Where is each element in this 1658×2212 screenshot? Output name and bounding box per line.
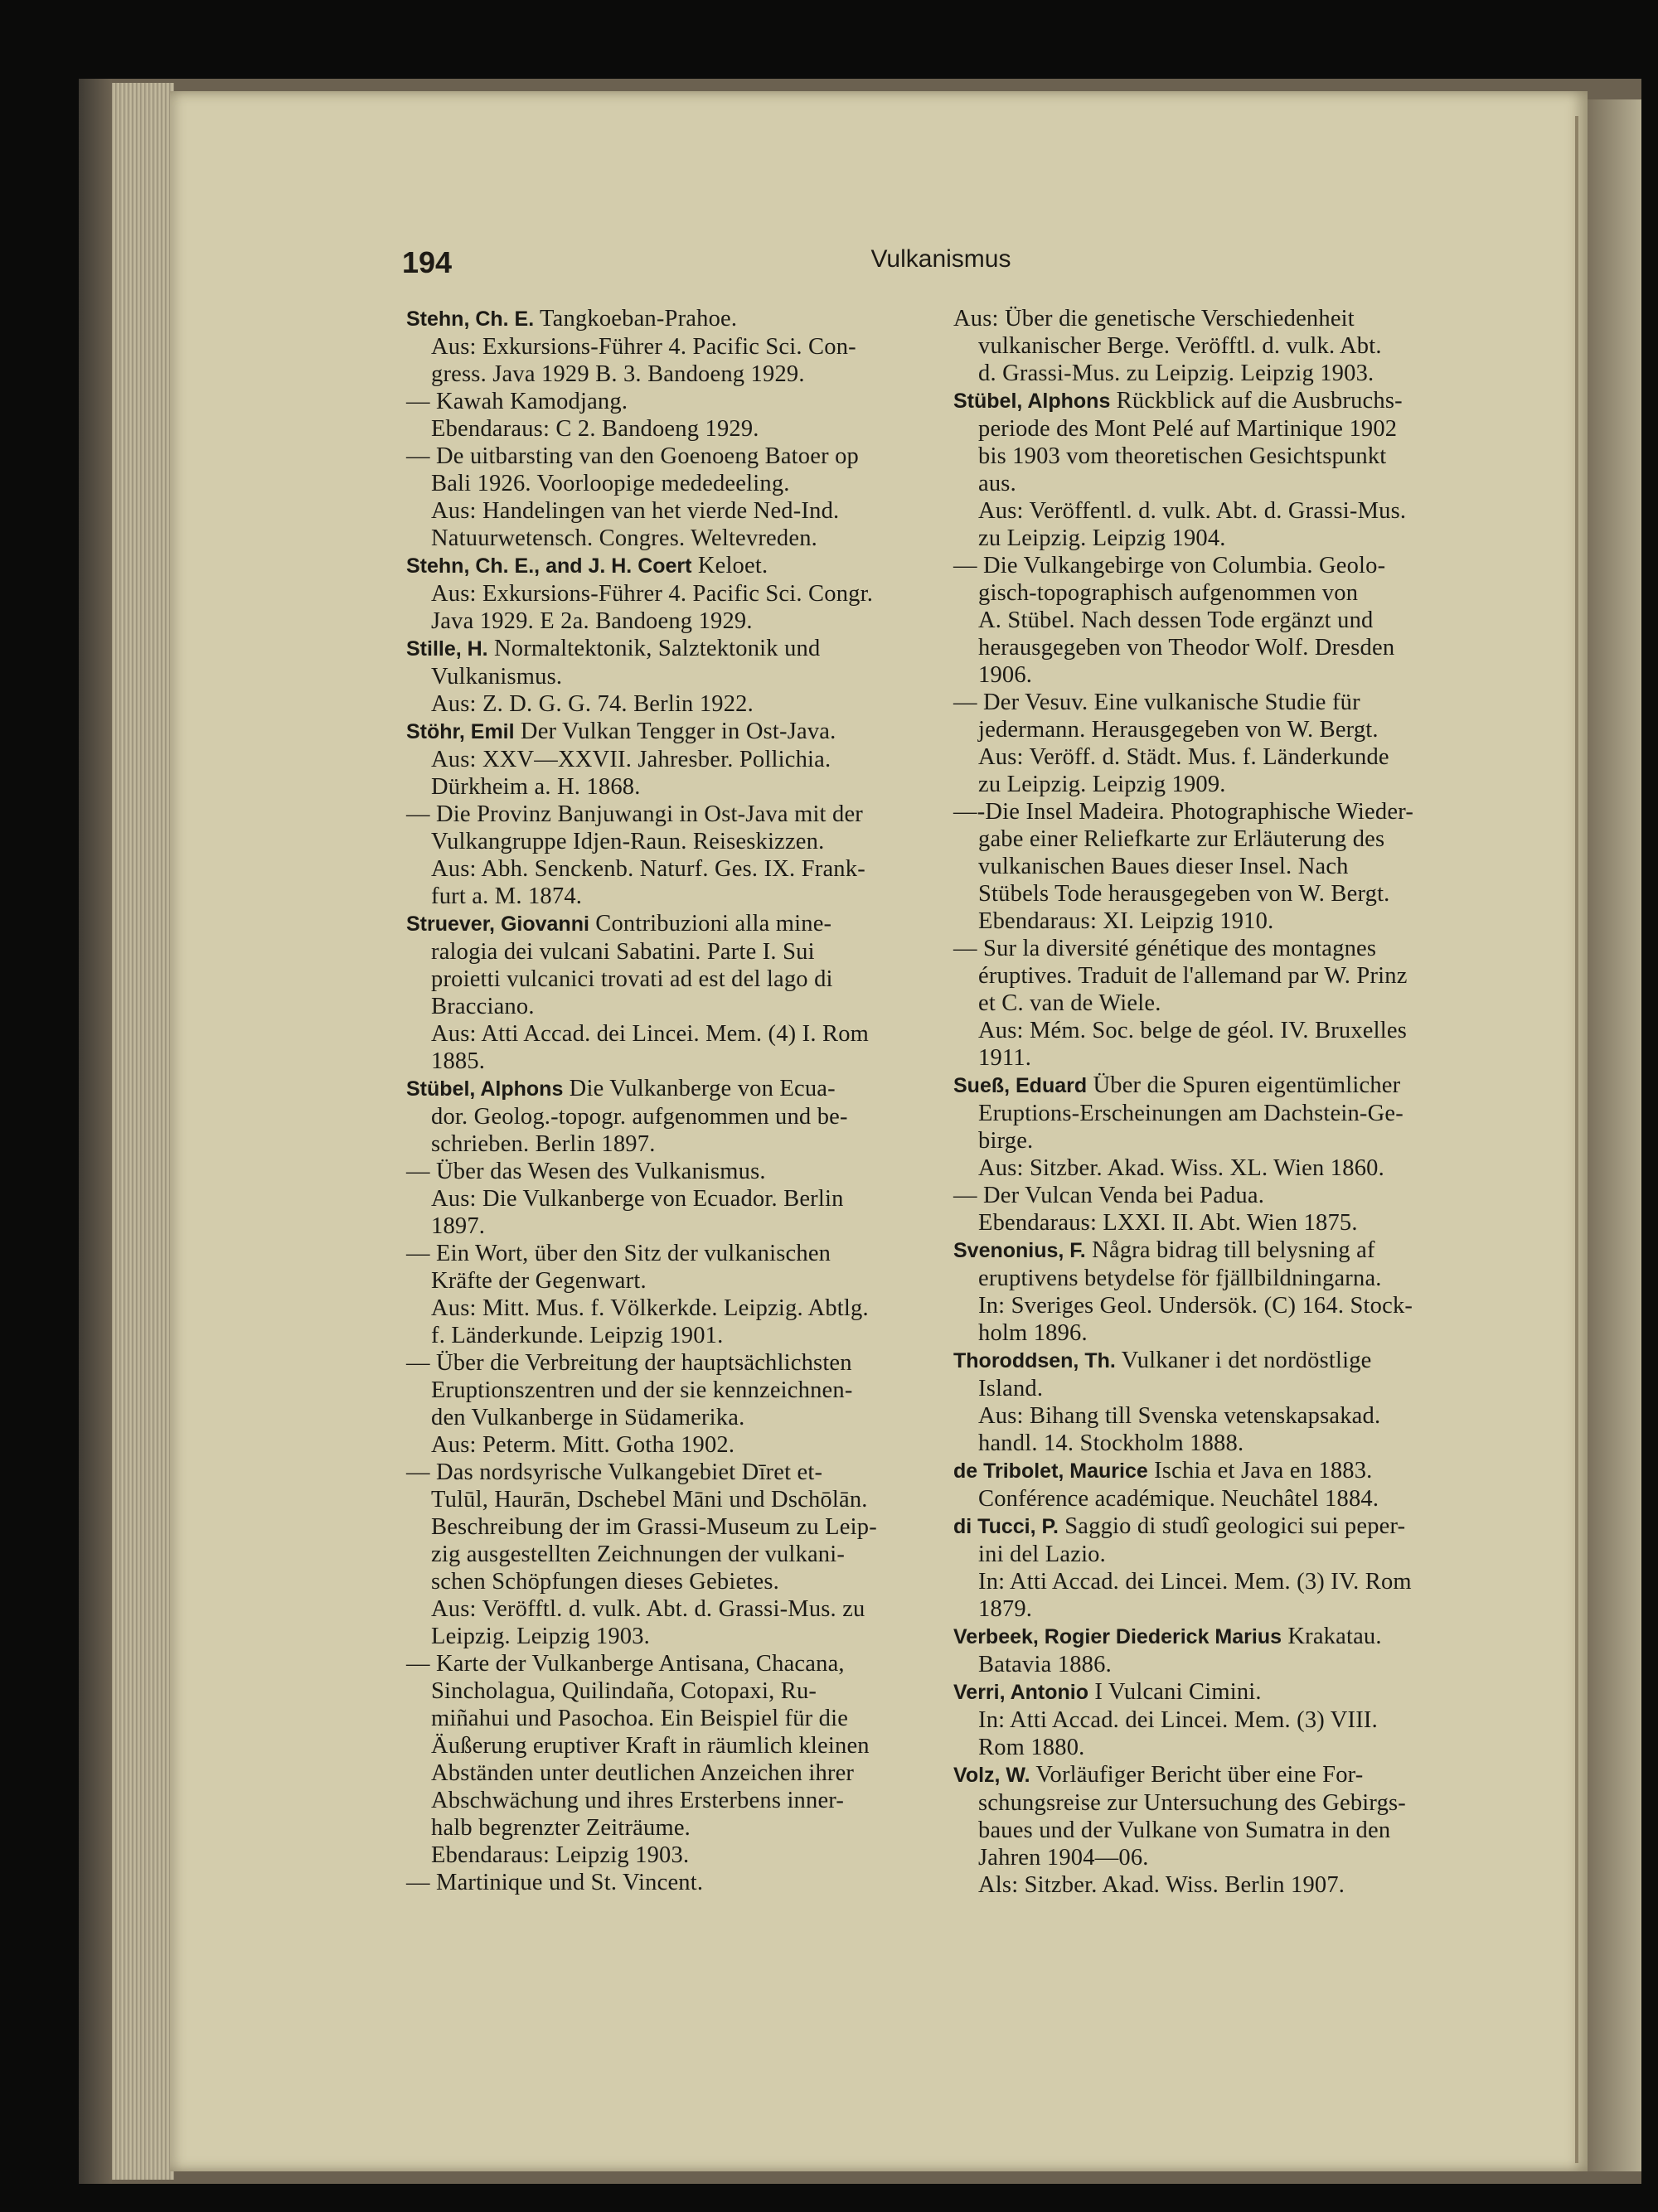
entry-line (953, 935, 1466, 962)
entry-line (953, 1844, 1466, 1871)
entry-line (953, 360, 1466, 387)
entry-line (953, 1072, 1466, 1100)
entry-line (406, 580, 919, 607)
entry-line (406, 305, 919, 333)
entry-author: Stöhr, Emil (406, 720, 515, 743)
entry-line (953, 1871, 1466, 1899)
bibliography-entry (406, 1869, 919, 1896)
entry-text: Aus: Veröfftl. d. vulk. Abt. d. Grassi-Mus. zu (431, 1596, 865, 1622)
entry-author: Stehn, Ch. E., and J. H. Coert (406, 554, 692, 578)
entry-author: Sueß, Eduard (953, 1074, 1088, 1097)
entry-author: Thoroddsen, Th. (953, 1349, 1116, 1372)
entry-text: Beschreibung der im Grassi-Museum zu Leip- (431, 1514, 877, 1540)
entry-text: jedermann. Herausgegeben von W. Bergt. (978, 717, 1379, 743)
entry-line (406, 1650, 919, 1677)
entry-author: Svenonius, F. (953, 1239, 1086, 1262)
entry-line (406, 1787, 919, 1814)
facing-page-edge (1588, 99, 1641, 2171)
bibliography-entry (406, 1650, 919, 1869)
right-column (953, 305, 1466, 1899)
entry-text: eruptivens betydelse för fjällbildningarna. (978, 1266, 1382, 1291)
entry-line (953, 1237, 1466, 1265)
entry-text: schrieben. Berlin 1897. (431, 1131, 656, 1157)
entry-line (406, 1377, 919, 1404)
entry-line (953, 1678, 1466, 1706)
entry-text: Aus: Handelingen van het vierde Ned-Ind. (431, 498, 840, 524)
entry-author: de Tribolet, Maurice (953, 1459, 1148, 1483)
entry-line (953, 470, 1466, 497)
entry-text: Vulkaner i det nordöstlige (1121, 1348, 1372, 1373)
bibliography-entry (406, 305, 919, 388)
entry-author: Verri, Antonio (953, 1681, 1088, 1704)
bibliography-entry (953, 1513, 1466, 1623)
entry-text: Abständen unter deutlichen Anzeichen ihrer (431, 1760, 855, 1786)
entry-text: Als: Sitzber. Akad. Wiss. Berlin 1907. (978, 1872, 1345, 1898)
entry-line (406, 552, 919, 580)
entry-text: Kräfte der Gegenwart. (431, 1268, 647, 1294)
entry-line (953, 1375, 1466, 1402)
entry-text: Aus: Z. D. G. G. 74. Berlin 1922. (431, 691, 754, 717)
entry-text: ralogia dei vulcani Sabatini. Parte I. Sui (431, 939, 815, 965)
entry-line (953, 1651, 1466, 1678)
entry-line (953, 1706, 1466, 1734)
entry-text: d. Grassi-Mus. zu Leipzig. Leipzig 1903. (978, 361, 1374, 386)
entry-text: holm 1896. (978, 1320, 1088, 1346)
entry-text: Vulkangruppe Idjen-Raun. Reiseskizzen. (431, 829, 825, 854)
entry-line (953, 552, 1466, 579)
entry-line (953, 415, 1466, 443)
entry-text: 1906. (978, 662, 1033, 688)
entry-text: vulkanischer Berge. Veröfftl. d. vulk. Abt. (978, 333, 1382, 359)
entry-line (953, 443, 1466, 470)
entry-text: gisch-topographisch aufgenommen von (978, 580, 1359, 606)
entry-text: Über die Spuren eigentümlicher (1093, 1072, 1401, 1098)
entry-text: handl. 14. Stockholm 1888. (978, 1430, 1244, 1456)
entry-line (406, 910, 919, 938)
entry-text: Aus: Bihang till Svenska vetenskapsakad. (978, 1403, 1381, 1429)
entry-text: Aus: Peterm. Mitt. Gotha 1902. (431, 1432, 735, 1458)
entry-line (406, 1185, 919, 1212)
entry-line (406, 1459, 919, 1486)
bibliography-entry (953, 1678, 1466, 1761)
entry-line (406, 855, 919, 883)
entry-line (406, 1595, 919, 1623)
entry-text: Rom 1880. (978, 1735, 1085, 1760)
bibliography-entry (406, 1158, 919, 1240)
entry-line (953, 1017, 1466, 1044)
entry-line (953, 1127, 1466, 1154)
entry-text: Saggio di studî geologici sui peper- (1064, 1513, 1406, 1539)
entry-text: Der Vulkan Tengger in Ost-Java. (520, 719, 836, 744)
entry-line (953, 880, 1466, 908)
entry-text: Krakatau. (1287, 1624, 1382, 1649)
entry-line (953, 990, 1466, 1017)
entry-line (406, 746, 919, 773)
entry-text: — De uitbarsting van den Goenoeng Batoer op (406, 443, 860, 469)
entry-author: Stille, H. (406, 637, 488, 661)
entry-text: — Sur la diversité génétique des montagnes (953, 936, 1377, 961)
entry-line (406, 1677, 919, 1705)
bibliography-entry (953, 935, 1466, 1072)
entry-text: Jahren 1904—06. (978, 1845, 1149, 1871)
entry-line (953, 1319, 1466, 1347)
entry-line (406, 718, 919, 746)
bibliography-entry (953, 1182, 1466, 1237)
entry-line (406, 1869, 919, 1896)
entry-text: Bali 1926. Voorloopige mededeeling. (431, 471, 790, 496)
entry-line (953, 607, 1466, 634)
entry-text: — Ein Wort, über den Sitz der vulkanischen (406, 1241, 831, 1266)
entry-text: furt a. M. 1874. (431, 883, 583, 909)
entry-line (953, 305, 1466, 332)
entry-line (406, 1431, 919, 1459)
entry-text: Vulkanismus. (431, 664, 563, 690)
entry-line (953, 1292, 1466, 1319)
entry-text: Äußerung eruptiver Kraft in räumlich kleinen (431, 1733, 870, 1759)
entry-line (953, 1182, 1466, 1209)
entry-author: Verbeek, Rogier Diederick Marius (953, 1625, 1282, 1648)
entry-line (953, 825, 1466, 853)
entry-text: Keloet. (697, 553, 768, 578)
entry-line (406, 1212, 919, 1240)
entry-text: Ebendaraus: Leipzig 1903. (431, 1842, 690, 1868)
entry-line (953, 1044, 1466, 1072)
entry-line (953, 1402, 1466, 1430)
entry-text: — Der Vesuv. Eine vulkanische Studie für (953, 690, 1360, 715)
entry-line (406, 773, 919, 801)
entry-text: Tangkoeban-Prahoe. (540, 306, 738, 332)
entry-line (953, 1789, 1466, 1817)
entry-line (953, 1568, 1466, 1595)
entry-text: schungsreise zur Untersuchung des Gebirgs- (978, 1790, 1407, 1816)
entry-text: Tulūl, Haurān, Dschebel Māni und Dschōlān. (431, 1487, 868, 1513)
bibliography-entry (953, 689, 1466, 798)
entry-text: In: Sveriges Geol. Undersök. (C) 164. Stock- (978, 1293, 1413, 1319)
entry-line (953, 771, 1466, 798)
entry-line (953, 1817, 1466, 1844)
entry-text: 1879. (978, 1596, 1033, 1622)
entry-text: Leipzig. Leipzig 1903. (431, 1624, 650, 1649)
entry-line (953, 579, 1466, 607)
bibliography-entry (406, 1459, 919, 1650)
entry-line (406, 1130, 919, 1158)
entry-line (406, 1349, 919, 1377)
entry-line (406, 635, 919, 663)
bibliography-entry (953, 1761, 1466, 1899)
bibliography-entry (406, 443, 919, 552)
entry-author: di Tucci, P. (953, 1515, 1059, 1538)
entry-line (406, 801, 919, 828)
entry-text: periode des Mont Pelé auf Martinique 1902 (978, 416, 1398, 442)
entry-line (406, 361, 919, 388)
entry-line (953, 387, 1466, 415)
bibliography-entry (953, 1347, 1466, 1457)
bibliography-entry (406, 1075, 919, 1158)
entry-line (406, 883, 919, 910)
entry-line (406, 1048, 919, 1075)
gutter-line (1575, 116, 1578, 2163)
entry-line (406, 1020, 919, 1048)
entry-text: Dürkheim a. H. 1868. (431, 774, 641, 800)
entry-text: — Karte der Vulkanberge Antisana, Chacana, (406, 1651, 845, 1677)
entry-line (406, 1486, 919, 1513)
bibliography-entry (953, 1623, 1466, 1678)
entry-text: dor. Geolog.-topogr. aufgenommen und be- (431, 1104, 848, 1130)
entry-text: Normaltektonik, Salztektonik und (493, 636, 821, 661)
entry-text: gabe einer Reliefkarte zur Erläuterung des (978, 826, 1385, 852)
entry-text: Aus: Veröff. d. Städt. Mus. f. Länderkunde (978, 744, 1389, 770)
entry-line (406, 1623, 919, 1650)
bibliography-entry (953, 552, 1466, 689)
entry-text: Aus: Mém. Soc. belge de géol. IV. Bruxelles (978, 1018, 1408, 1043)
entry-line (406, 497, 919, 525)
entry-line (406, 1158, 919, 1185)
entry-line (953, 1623, 1466, 1651)
entry-text: Aus: XXV—XXVII. Jahresber. Pollichia. (431, 747, 831, 772)
entry-line (953, 1734, 1466, 1761)
bibliography-entry (953, 387, 1466, 552)
entry-line (406, 1075, 919, 1103)
entry-text: 1911. (978, 1045, 1032, 1071)
entry-text: schen Schöpfungen dieses Gebietes. (431, 1569, 779, 1595)
bibliography-entry (406, 910, 919, 1075)
entry-line (406, 525, 919, 552)
page-number: 194 (402, 245, 453, 279)
entry-text: In: Atti Accad. dei Lincei. Mem. (3) IV. Rom (978, 1569, 1412, 1595)
entry-text: — Das nordsyrische Vulkangebiet Dīret et- (406, 1459, 823, 1485)
left-column (406, 305, 919, 1896)
entry-text: zig ausgestellten Zeichnungen der vulkani- (431, 1542, 846, 1567)
entry-text: Natuurwetensch. Congres. Weltevreden. (431, 525, 817, 551)
entry-text: éruptives. Traduit de l'allemand par W. Prinz (978, 963, 1408, 989)
entry-line (406, 1842, 919, 1869)
entry-text: Aus: Über die genetische Verschiedenheit (953, 306, 1355, 332)
entry-author: Volz, W. (953, 1764, 1030, 1787)
entry-line (953, 1457, 1466, 1485)
bibliography-entry (406, 718, 919, 801)
entry-text: Några bidrag till belysning af (1092, 1237, 1375, 1263)
entry-line (953, 1541, 1466, 1568)
entry-line (406, 388, 919, 415)
entry-line (953, 332, 1466, 360)
entry-text: ini del Lazio. (978, 1542, 1106, 1567)
entry-line (406, 470, 919, 497)
entry-text: Bracciano. (431, 994, 535, 1019)
running-head: Vulkanismus (870, 245, 1011, 273)
entry-text: baues und der Vulkane von Sumatra in den (978, 1818, 1391, 1843)
entry-line (953, 1209, 1466, 1237)
entry-text: zu Leipzig. Leipzig 1909. (978, 772, 1226, 797)
entry-text: —-Die Insel Madeira. Photographische Wieder- (953, 799, 1414, 825)
entry-line (406, 1513, 919, 1541)
entry-line (406, 1541, 919, 1568)
entry-text: Stübels Tode herausgegeben von W. Bergt. (978, 881, 1390, 907)
entry-text: birge. (978, 1128, 1034, 1154)
entry-text: Aus: Exkursions-Führer 4. Pacific Sci. Con- (431, 334, 856, 360)
entry-text: In: Atti Accad. dei Lincei. Mem. (3) VIII. (978, 1707, 1378, 1733)
entry-text: herausgegeben von Theodor Wolf. Dresden (978, 635, 1395, 661)
entry-text: Aus: Atti Accad. dei Lincei. Mem. (4) I. Rom (431, 1021, 870, 1047)
entry-text: — Über die Verbreitung der hauptsächlichsten (406, 1350, 852, 1376)
entry-line (406, 607, 919, 635)
entry-line (406, 1404, 919, 1431)
entry-text: Aus: Abh. Senckenb. Naturf. Ges. IX. Frank- (431, 856, 865, 882)
bibliography-entry (953, 305, 1466, 387)
entry-text: aus. (978, 471, 1016, 496)
entry-text: — Die Vulkangebirge von Columbia. Geolo- (953, 553, 1386, 578)
entry-line (406, 1568, 919, 1595)
bibliography-entry (953, 1072, 1466, 1182)
entry-line (953, 743, 1466, 771)
entry-line (406, 1267, 919, 1295)
entry-text: Aus: Exkursions-Führer 4. Pacific Sci. Congr. (431, 581, 874, 607)
entry-text: A. Stübel. Nach dessen Tode ergänzt und (978, 607, 1374, 633)
entry-line (406, 1322, 919, 1349)
entry-text: Abschwächung und ihres Ersterbens inner- (431, 1788, 845, 1813)
entry-text: Aus: Veröffentl. d. vulk. Abt. d. Grassi-Mus. (978, 498, 1407, 524)
entry-text: bis 1903 vom theoretischen Gesichtspunkt (978, 443, 1387, 469)
bibliography-entry (406, 1349, 919, 1459)
entry-text: 1897. (431, 1213, 486, 1239)
entry-text: — Über das Wesen des Vulkanismus. (406, 1159, 766, 1184)
entry-line (406, 1759, 919, 1787)
entry-author: Struever, Giovanni (406, 912, 589, 936)
entry-text: Ebendaraus: C 2. Bandoeng 1929. (431, 416, 759, 442)
entry-text: Island. (978, 1376, 1044, 1401)
entry-text: Aus: Die Vulkanberge von Ecuador. Berlin (431, 1186, 844, 1212)
entry-line (953, 1485, 1466, 1513)
entry-line (953, 716, 1466, 743)
entry-line (406, 1732, 919, 1759)
entry-text: den Vulkanberge in Südamerika. (431, 1405, 745, 1430)
entry-line (953, 853, 1466, 880)
entry-line (406, 938, 919, 966)
entry-text: halb begrenzter Zeiträume. (431, 1815, 691, 1841)
entry-line (953, 634, 1466, 661)
entry-line (953, 1761, 1466, 1789)
bibliography-entry (953, 798, 1466, 935)
entry-line (953, 1100, 1466, 1127)
bibliography-entry (406, 1240, 919, 1349)
entry-line (406, 1103, 919, 1130)
entry-text: — Martinique und St. Vincent. (406, 1870, 704, 1895)
entry-text: Ischia et Java en 1883. (1154, 1458, 1373, 1484)
entry-line (406, 1705, 919, 1732)
entry-text: Sincholagua, Quilindaña, Cotopaxi, Ru- (431, 1678, 817, 1704)
bibliography-entry (406, 388, 919, 443)
entry-line (953, 798, 1466, 825)
entry-text: et C. van de Wiele. (978, 990, 1161, 1016)
entry-text: Eruptions-Erscheinungen am Dachstein-Ge- (978, 1101, 1403, 1126)
entry-text: Eruptionszentren und der sie kennzeichnen- (431, 1377, 853, 1403)
entry-text: — Die Provinz Banjuwangi in Ost-Java mit der (406, 801, 863, 827)
entry-line (406, 663, 919, 690)
bibliography-entry (953, 1457, 1466, 1513)
bibliography-entry (953, 1237, 1466, 1347)
entry-line (953, 1513, 1466, 1541)
bibliography-entry (406, 552, 919, 635)
entry-text: Contribuzioni alla mine- (595, 911, 832, 937)
entry-line (406, 1295, 919, 1322)
entry-line (406, 1814, 919, 1842)
entry-line (953, 908, 1466, 935)
entry-text: I Vulcani Cimini. (1094, 1679, 1262, 1705)
entry-line (953, 1595, 1466, 1623)
book-spine (79, 79, 112, 2184)
entry-text: Vorläufiger Bericht über eine For- (1035, 1762, 1364, 1788)
entry-line (406, 690, 919, 718)
entry-line (953, 962, 1466, 990)
entry-text: proietti vulcanici trovati ad est del lago di (431, 966, 833, 992)
entry-text: miñahui und Pasochoa. Ein Beispiel für die (431, 1706, 849, 1731)
bibliography-entry (406, 635, 919, 718)
entry-text: Aus: Sitzber. Akad. Wiss. XL. Wien 1860. (978, 1155, 1384, 1181)
entry-line (953, 689, 1466, 716)
page-edges (112, 83, 174, 2180)
entry-text: 1885. (431, 1048, 486, 1074)
entry-line (406, 828, 919, 855)
entry-text: Batavia 1886. (978, 1652, 1112, 1677)
entry-line (953, 1430, 1466, 1457)
entry-line (406, 443, 919, 470)
entry-text: Java 1929. E 2a. Bandoeng 1929. (431, 608, 753, 634)
entry-text: — Kawah Kamodjang. (406, 389, 628, 414)
entry-text: Ebendaraus: XI. Leipzig 1910. (978, 908, 1274, 934)
entry-line (953, 661, 1466, 689)
entry-text: Ebendaraus: LXXI. II. Abt. Wien 1875. (978, 1210, 1358, 1236)
entry-line (406, 1240, 919, 1267)
entry-line (953, 1347, 1466, 1375)
entry-author: Stehn, Ch. E. (406, 307, 535, 331)
entry-author: Stübel, Alphons (953, 390, 1111, 413)
entry-line (406, 333, 919, 361)
entry-line (953, 497, 1466, 525)
entry-line (406, 993, 919, 1020)
entry-text: — Der Vulcan Venda bei Padua. (953, 1183, 1265, 1208)
entry-text: zu Leipzig. Leipzig 1904. (978, 525, 1226, 551)
entry-text: Die Vulkanberge von Ecua- (569, 1076, 836, 1101)
entry-line (406, 415, 919, 443)
entry-line (406, 966, 919, 993)
entry-text: vulkanischen Baues dieser Insel. Nach (978, 854, 1349, 879)
entry-author: Stübel, Alphons (406, 1077, 564, 1101)
entry-text: gress. Java 1929 B. 3. Bandoeng 1929. (431, 361, 805, 387)
entry-line (953, 1265, 1466, 1292)
entry-line (953, 525, 1466, 552)
entry-text: Aus: Mitt. Mus. f. Völkerkde. Leipzig. Abtlg. (431, 1295, 869, 1321)
entry-text: Rückblick auf die Ausbruchs- (1116, 388, 1403, 414)
entry-text: f. Länderkunde. Leipzig 1901. (431, 1323, 724, 1348)
entry-text: Conférence académique. Neuchâtel 1884. (978, 1486, 1379, 1512)
bibliography-entry (406, 801, 919, 910)
entry-line (953, 1154, 1466, 1182)
